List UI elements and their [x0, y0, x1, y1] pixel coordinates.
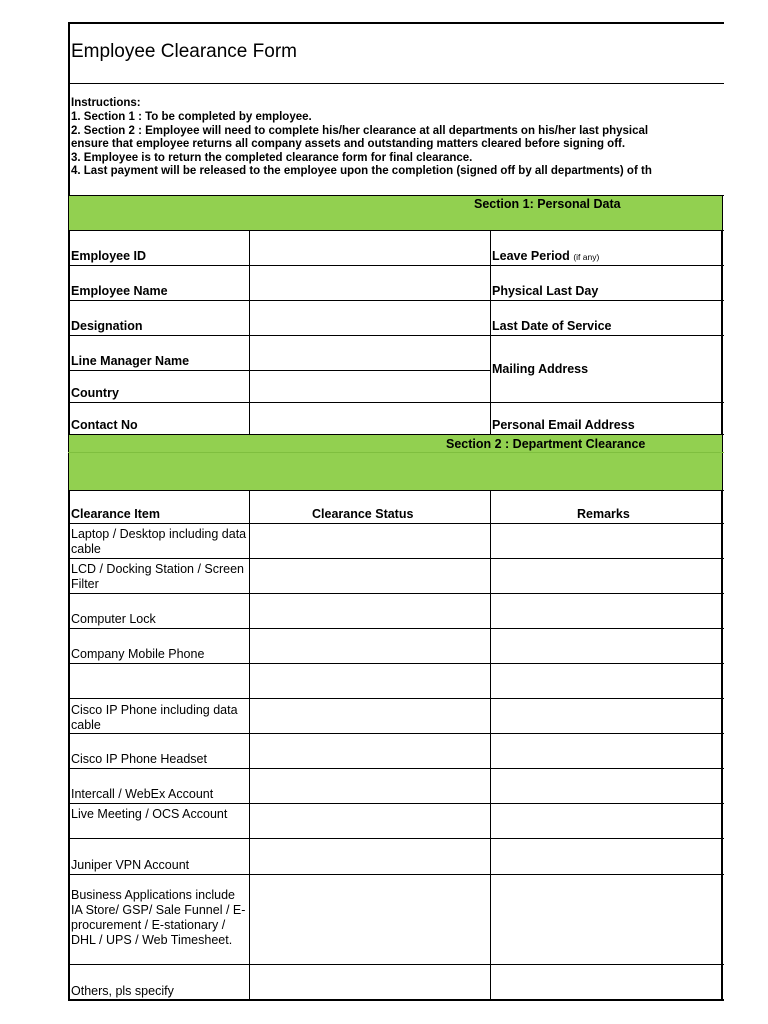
field-employee-id: Employee ID	[71, 249, 147, 263]
row-line	[68, 335, 724, 336]
field-physical-last-day: Physical Last Day	[492, 284, 599, 298]
row-line	[68, 490, 724, 491]
row-line	[68, 628, 724, 629]
instructions-heading: Instructions:	[71, 97, 141, 109]
instruction-line: ensure that employee returns all company assets and outstanding matters cleared before signing off.	[71, 138, 626, 150]
title-divider	[68, 83, 724, 84]
row-line	[68, 230, 724, 231]
row-line	[68, 523, 724, 524]
instruction-line: 1. Section 1 : To be completed by employee.	[71, 111, 312, 123]
col-header-clearance-status: Clearance Status	[312, 507, 414, 521]
row-line	[68, 698, 724, 699]
section1-top-line	[68, 195, 724, 196]
clearance-item: Business Applications include IA Store/ GSP/ Sale Funnel / E-procurement / E-stationary / DHL / UPS / Web Timesheet.	[71, 888, 246, 947]
field-designation: Designation	[71, 319, 143, 333]
leave-period-note: (if any)	[573, 252, 600, 262]
row-line	[68, 768, 724, 769]
row-line	[68, 874, 724, 875]
field-mailing-address: Mailing Address	[492, 362, 589, 376]
col-header-clearance-item: Clearance Item	[71, 507, 160, 521]
row-line	[68, 265, 724, 266]
field-line-manager: Line Manager Name	[71, 354, 190, 368]
leave-period-label: Leave Period	[492, 249, 570, 263]
row-line	[68, 300, 724, 301]
clearance-item: Computer Lock	[71, 612, 156, 626]
clearance-item: Laptop / Desktop including data cable	[71, 527, 247, 556]
row-line	[68, 803, 724, 804]
field-leave-period	[492, 249, 599, 263]
form-title: Employee Clearance Form	[71, 41, 297, 62]
form-top-border	[68, 22, 724, 24]
clearance-item: Cisco IP Phone Headset	[71, 752, 207, 766]
clearance-item: Others, pls specify	[71, 984, 174, 998]
section1-banner	[69, 196, 722, 230]
clearance-item: Company Mobile Phone	[71, 647, 205, 661]
col-line	[490, 230, 491, 435]
row-line	[68, 370, 490, 371]
form-left-border	[68, 22, 70, 1000]
form-right-border	[721, 195, 723, 1000]
section2-banner	[69, 453, 722, 490]
clearance-item: Intercall / WebEx Account	[71, 787, 214, 801]
field-personal-email: Personal Email Address	[492, 418, 635, 432]
instruction-line: 3. Employee is to return the completed clearance form for final clearance.	[71, 152, 473, 164]
col-line	[249, 230, 250, 435]
clearance-item: Juniper VPN Account	[71, 858, 190, 872]
field-country: Country	[71, 386, 119, 400]
field-employee-name: Employee Name	[71, 284, 168, 298]
section2-title: Section 2 : Department Clearance	[446, 437, 646, 451]
section1-title: Section 1: Personal Data	[474, 197, 621, 211]
table-bottom-border	[68, 999, 724, 1001]
field-contact-no: Contact No	[71, 418, 138, 432]
row-line	[68, 964, 724, 965]
field-last-date-of-service: Last Date of Service	[492, 319, 612, 333]
row-line	[68, 838, 724, 839]
instruction-line: 4. Last payment will be released to the employee upon the completion (signed off by all departments) of th	[71, 165, 652, 177]
clearance-item: LCD / Docking Station / Screen Filter	[71, 562, 244, 591]
instruction-line: 2. Section 2 : Employee will need to complete his/her clearance at all departments on his/her last physical	[71, 125, 649, 137]
col-header-remarks: Remarks	[577, 507, 630, 521]
row-line	[68, 402, 724, 403]
row-line	[68, 593, 724, 594]
col-line	[249, 490, 250, 1000]
row-line	[68, 733, 724, 734]
col-line	[490, 490, 491, 1000]
clearance-item: Cisco IP Phone including data cable	[71, 703, 238, 732]
row-line	[68, 558, 724, 559]
row-line	[68, 663, 724, 664]
clearance-item: Live Meeting / OCS Account	[71, 807, 228, 821]
